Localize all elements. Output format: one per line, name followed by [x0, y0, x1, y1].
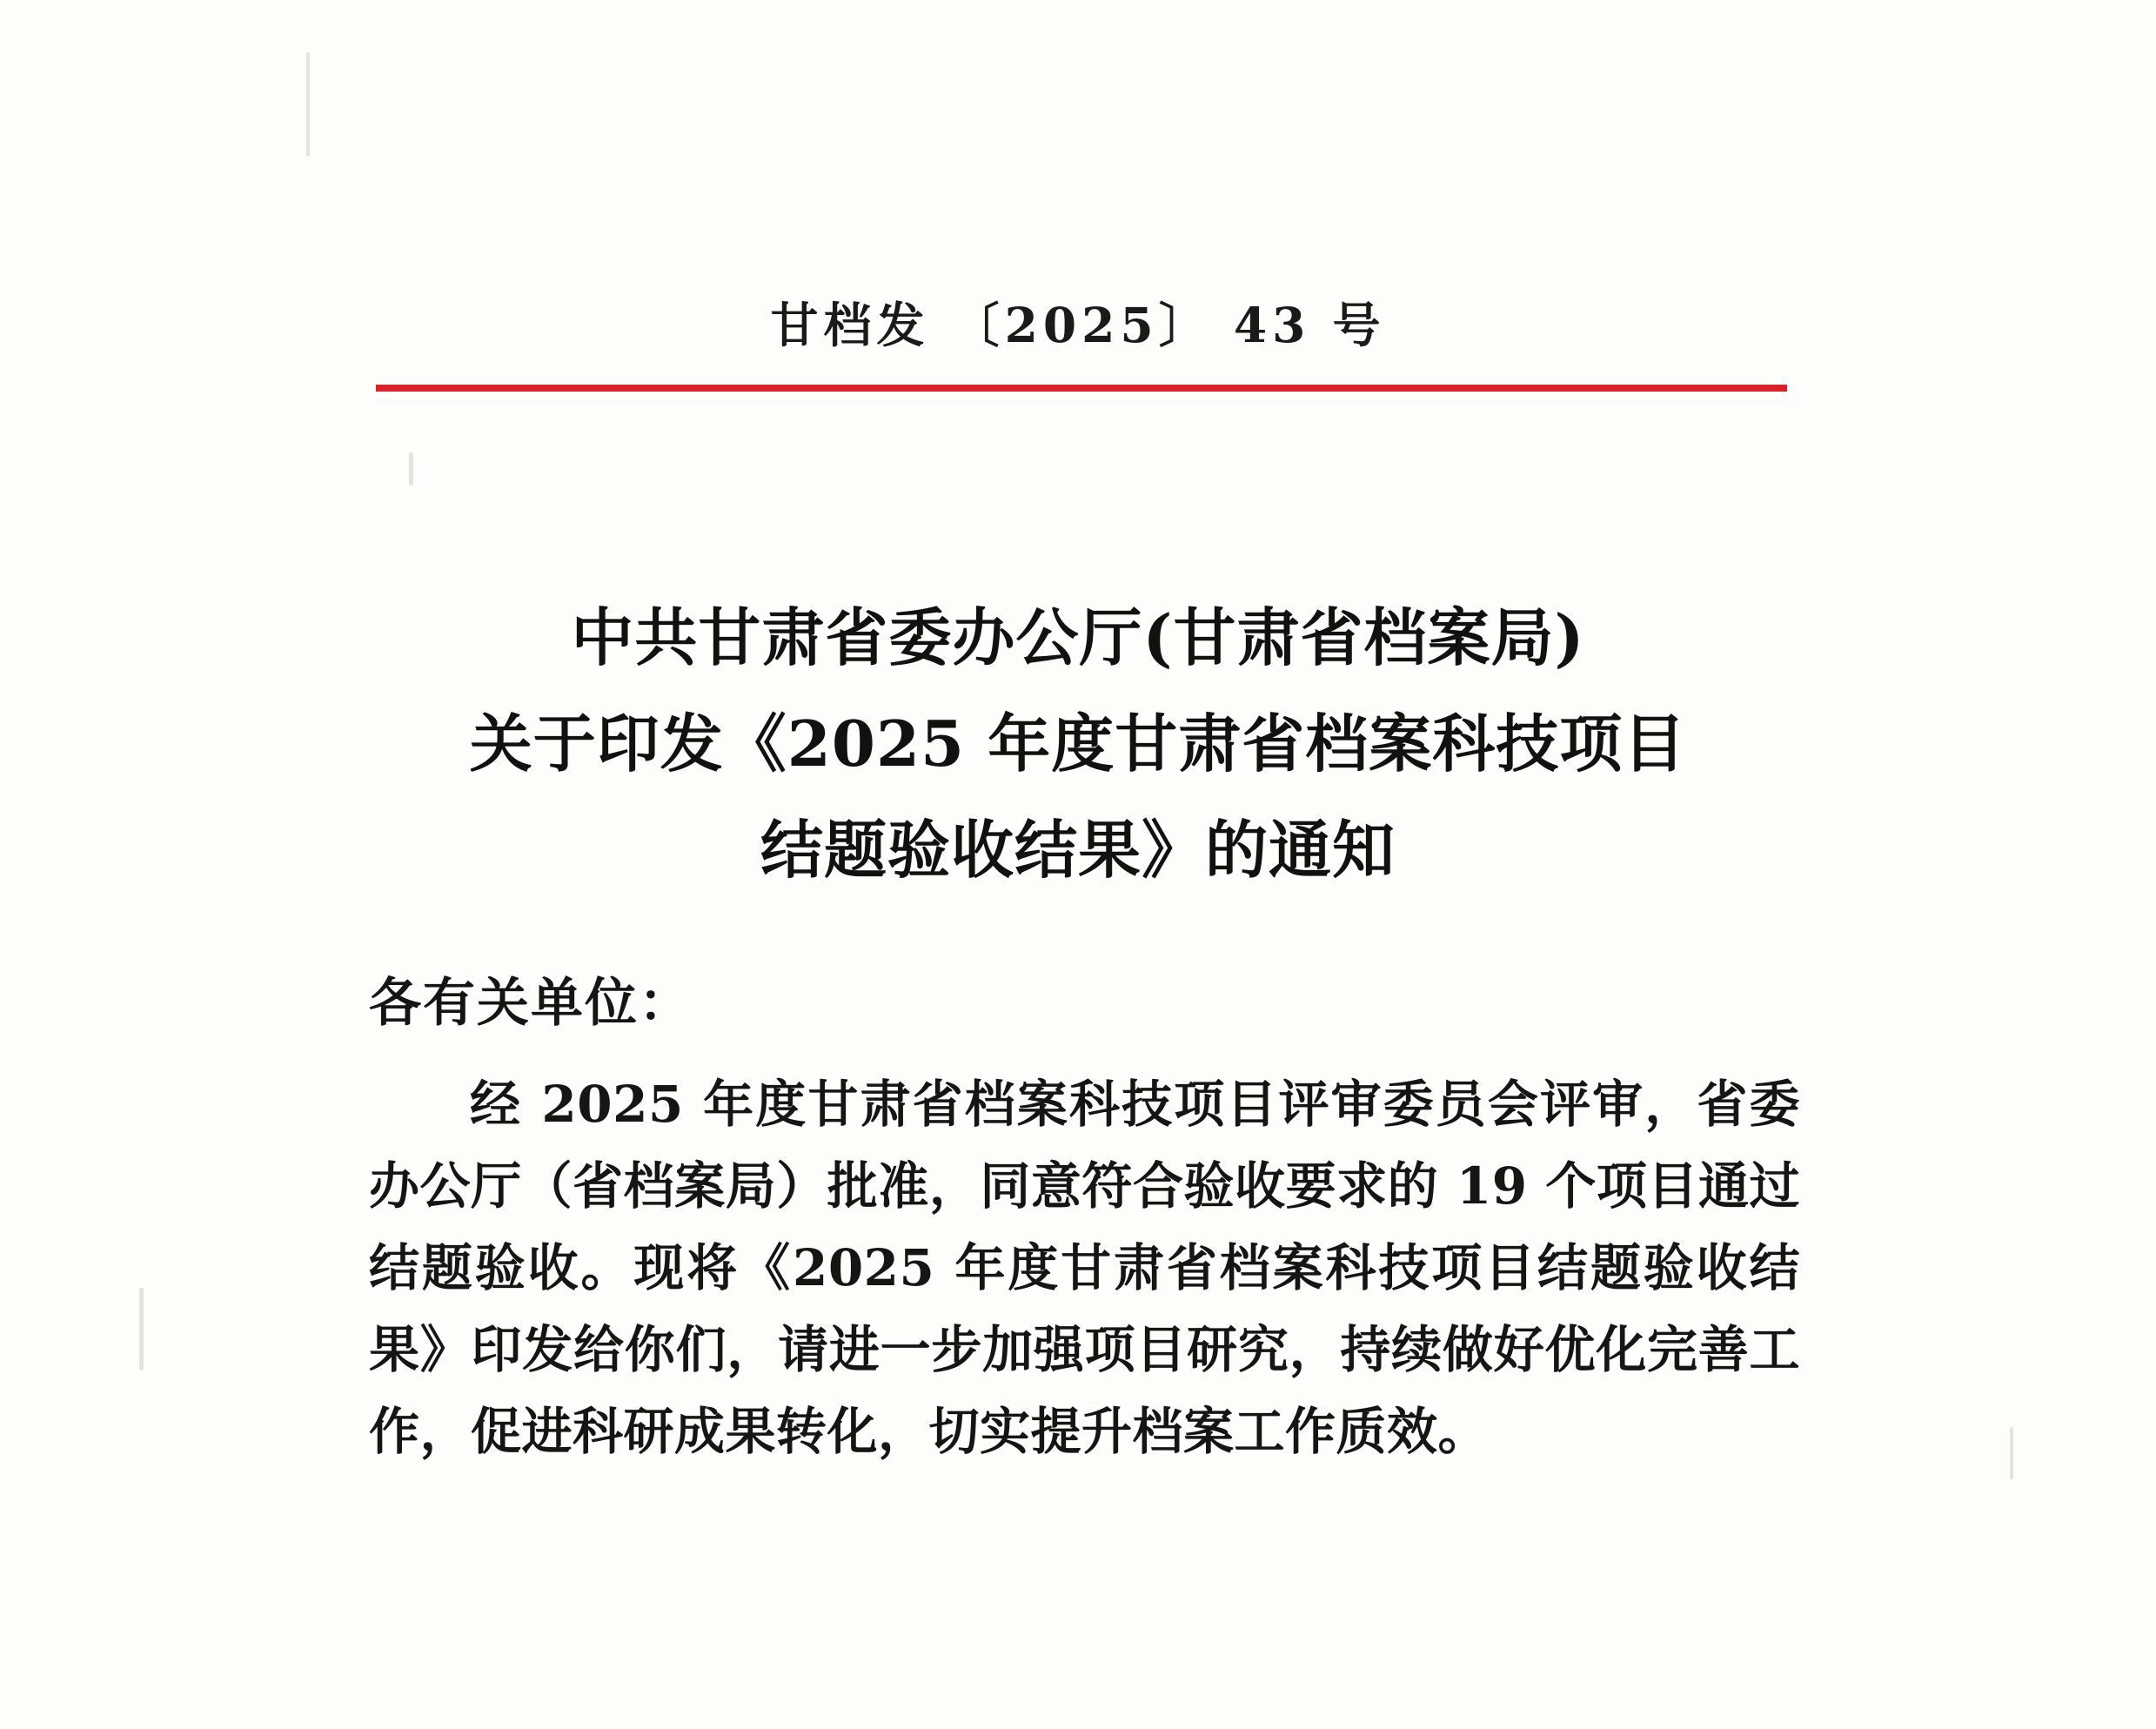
document-number: 甘档发 〔2025〕 43 号: [770, 297, 1386, 353]
title-line-3: 结题验收结果》的通知: [760, 813, 1396, 887]
document-title: [0, 585, 2156, 903]
body-paragraph-1: 经 2025 年度甘肃省档案科技项目评审委员会评审，省委办公厅（省档案局）批准，同意符合验收要求的 19 个项目通过结题验收。现将《2025 年度甘肃省档案科技项目结题验收结果》印发给你们，请进一步加强项目研究，持续做好优化完善工作，促进科研成果转化，切实提升档案工作质效。: [369, 1075, 1800, 1461]
red-separator-rule: [376, 385, 1787, 392]
scan-artifact: [2010, 1427, 2013, 1479]
scan-artifact: [139, 1288, 144, 1370]
scan-artifact: [409, 452, 413, 486]
scan-artifact: [306, 52, 310, 157]
title-line-1: 中共甘肃省委办公厅(甘肃省档案局): [571, 600, 1585, 674]
salutation: 各有关单位：: [369, 973, 693, 1034]
body-text: [369, 1063, 1800, 1472]
title-line-2: 关于印发《2025 年度甘肃省档案科技项目: [469, 707, 1687, 781]
